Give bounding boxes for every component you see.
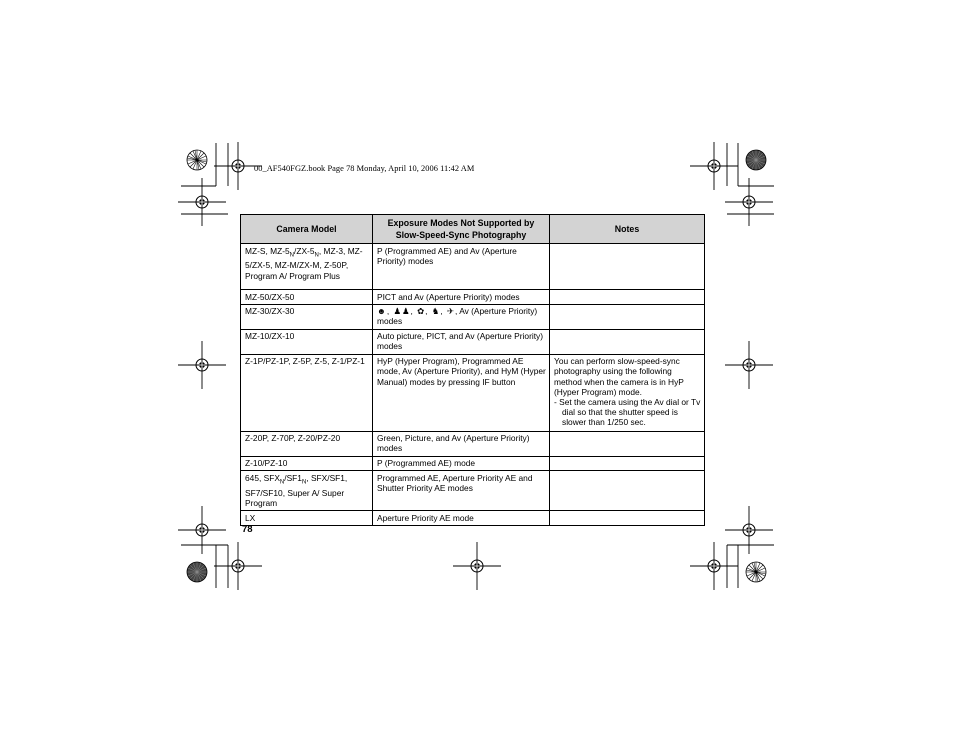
file-info-header: 00_AF540FGZ.book Page 78 Monday, April 10, 2006 11:42 AM xyxy=(254,164,475,173)
table-header-row xyxy=(241,215,705,244)
exposure-modes-cell: Green, Picture, and Av (Aperture Priority) modes xyxy=(373,431,550,456)
camera-model-cell: Z-20P, Z-70P, Z-20/PZ-20 xyxy=(241,431,373,456)
exposure-modes-cell: PICT and Av (Aperture Priority) modes xyxy=(373,290,550,305)
table-row xyxy=(241,244,705,290)
camera-model-cell: 645, $SFX_N/SF1_N$, SFX/SF1, SF7/SF10, Super A/ Super Program xyxy=(241,471,373,511)
camera-model-cell: MZ-50/ZX-50 xyxy=(241,290,373,305)
table-row xyxy=(241,431,705,456)
notes-bullet: - Set the camera using the Av dial or Tv dial so that the shutter speed is slower than 1/250 sec. xyxy=(554,397,701,428)
exposure-modes-cell: HyP (Hyper Program), Programmed AE mode, Av (Aperture Priority), and HyM (Hyper Manual) modes by pressing IF button xyxy=(373,354,550,431)
notes-cell: You can perform slow-speed-sync photography using the following method when the camera is in HyP (Hyper Program) mode. - Set the camera using the Av dial or Tv dial so that the shutter speed is slower than 1/250 sec. xyxy=(550,354,705,431)
table-row xyxy=(241,304,705,329)
column-header-notes: Notes xyxy=(550,215,705,244)
notes-cell xyxy=(550,456,705,471)
notes-cell xyxy=(550,511,705,526)
scene-mode-icons: ☻, ♟♟, ✿, ♞, ✈ xyxy=(377,306,455,317)
exposure-modes-cell: Aperture Priority AE mode xyxy=(373,511,550,526)
camera-model-cell: LX xyxy=(241,511,373,526)
exposure-modes-cell: ☻, ♟♟, ✿, ♞, ✈, Av (Aperture Priority) modes xyxy=(373,304,550,329)
table-row xyxy=(241,290,705,305)
camera-model-cell: Z-10/PZ-10 xyxy=(241,456,373,471)
table-row xyxy=(241,354,705,431)
camera-model-cell: MZ-S, $MZ-5_N/ZX-5_N$, MZ-3, MZ-5/ZX-5, MZ-M/ZX-M, Z-50P, Program A/ Program Plus xyxy=(241,244,373,290)
notes-cell xyxy=(550,244,705,290)
page-number: 78 xyxy=(242,524,253,535)
table-row xyxy=(241,456,705,471)
camera-model-cell: MZ-30/ZX-30 xyxy=(241,304,373,329)
notes-cell xyxy=(550,290,705,305)
table-row xyxy=(241,511,705,526)
column-header-camera-model: Camera Model xyxy=(241,215,373,244)
table-row xyxy=(241,329,705,354)
exposure-modes-cell: P (Programmed AE) and Av (Aperture Priority) modes xyxy=(373,244,550,290)
column-header-exposure-modes: Exposure Modes Not Supported by Slow-Speed-Sync Photography xyxy=(373,215,550,244)
notes-cell xyxy=(550,304,705,329)
notes-cell xyxy=(550,471,705,511)
camera-model-cell: Z-1P/PZ-1P, Z-5P, Z-5, Z-1/PZ-1 xyxy=(241,354,373,431)
table-row xyxy=(241,471,705,511)
notes-cell xyxy=(550,431,705,456)
exposure-modes-cell: P (Programmed AE) mode xyxy=(373,456,550,471)
camera-model-cell: MZ-10/ZX-10 xyxy=(241,329,373,354)
exposure-modes-cell: Auto picture, PICT, and Av (Aperture Priority) modes xyxy=(373,329,550,354)
exposure-modes-cell: Programmed AE, Aperture Priority AE and Shutter Priority AE modes xyxy=(373,471,550,511)
slow-sync-compatibility-table xyxy=(240,214,705,526)
notes-cell xyxy=(550,329,705,354)
